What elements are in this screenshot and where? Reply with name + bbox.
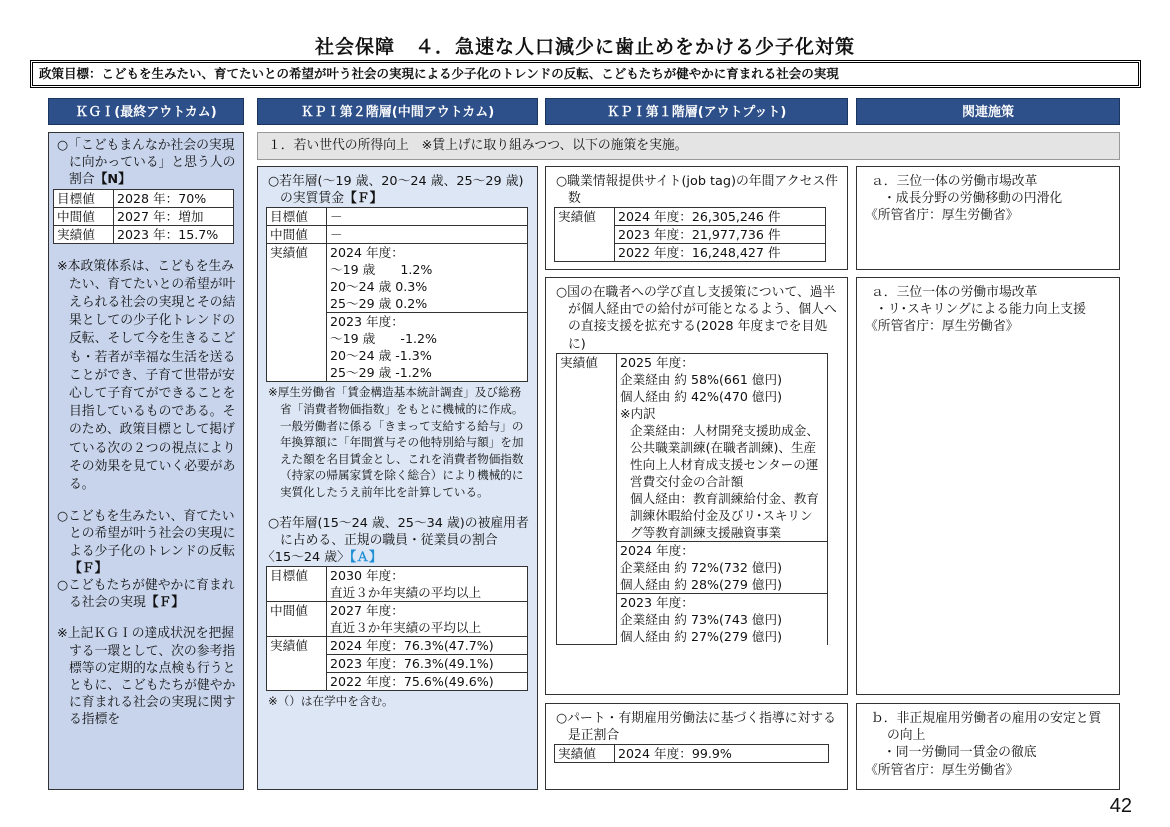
page-number: 42 xyxy=(1109,795,1132,817)
related-c-panel: ｂ．非正規雇用労働者の雇用の安定と質の向上 ・同一労働同一賃金の徹底 《所管省庁：厚生労働省》 xyxy=(856,703,1120,790)
kgi-table xyxy=(53,189,234,244)
table-row: 目標値 － xyxy=(267,208,528,226)
kpi2-b-sub: 〈15～24 歳〉【Ａ】 xyxy=(262,549,382,565)
header-kpi1: ＫＰＩ第１階層(アウトプット) xyxy=(545,98,848,125)
header-related: 関連施策 xyxy=(856,98,1120,125)
kgi-note2: ※上記ＫＧＩの達成状況を把握する一環として、次の参考指標等の定期的な点検も行うとともに、こどもたちが健やかに育まれる社会の実現に関する指標を xyxy=(57,626,236,728)
table-row: 目標値 2028 年：70% xyxy=(54,189,234,207)
policy-goal: 政策目標：こどもを生みたい、育てたいとの希望が叶う社会の実現による少子化のトレンドの反転、こどもたちが健やかに育まれる社会の実現 xyxy=(30,60,1141,88)
table-row: 中間値 2027 年度： 直近３か年実績の平均以上 xyxy=(267,602,528,637)
kgi-panel xyxy=(48,132,244,790)
kpi1-b-table xyxy=(556,353,828,646)
kpi2-a-table xyxy=(266,207,528,382)
table-row: 目標値 2030 年度： 直近３か年実績の平均以上 xyxy=(267,567,528,602)
kgi-title: ○「こどもまんなか社会の実現に向かっている」と思う人の割合【N】 xyxy=(57,138,236,188)
kpi2-a-note: ※厚生労働省「賃金構造基本統計調査」及び総務省「消費者物価指数」をもとに機械的に作成。一般労働者に係る「きまって支給する給与」の年換算額に「年間賞与その他特別給与額」を加えた額を名目賃金とし、これを消費者物価指数（持家の帰属家賃を除く総合）により機械的に実質化したうえ前年比を計算している。 xyxy=(268,385,524,499)
table-row: 2023 年度：76.3%(49.1%) xyxy=(267,655,528,673)
kpi1-a-title: ○職業情報提供サイト(job tag)の年間アクセス件数 xyxy=(556,174,838,207)
table-row: 中間値 2027 年：増加 xyxy=(54,207,234,225)
section-heading: １．若い世代の所得向上 ※賃上げに取り組みつつ、以下の施策を実施。 xyxy=(257,132,1120,160)
table-row: 2024 年度： 企業経由 約 72%(732 億円) 個人経由 約 28%(279 億円) xyxy=(557,541,828,593)
kpi1-b-detail1: 企業経由：人材開発支援助成金、公共職業訓練(在職者訓練)、生産性向上人材育成支援センターの運営費交付金の合計額 xyxy=(630,422,819,489)
table-row: 実績値 2024 年度：99.9% xyxy=(555,745,829,763)
table-row: 実績値 2025 年度： 企業経由 約 58%(661 億円) 個人経由 約 42%(470 億円) ※内訳 企業経由：人材開発支援助成金、公共職業訓練(在職者訓練)、生産性向上人材育成支援センターの運営費交付金の合計額 個人経由：教育訓練給付金、教育訓練休暇給付金及びリ･スキリング等教育訓練支援融資事業 xyxy=(557,353,828,541)
table-row: 実績値 2023 年：15.7% xyxy=(54,225,234,243)
kpi2-b-title: ○若年層(15～24 歳、25～34 歳)の被雇用者に占める、正規の職員・従業員の割合 xyxy=(268,515,529,548)
table-row: 2022 年度：16,248,427 件 xyxy=(555,244,826,262)
kpi2-b-table xyxy=(266,566,528,691)
table-row: 2022 年度：75.6%(49.6%) xyxy=(267,673,528,691)
kpi2-panel xyxy=(257,166,538,790)
kpi1-a-panel xyxy=(545,166,848,270)
related-b-panel: ａ．三位一体の労働市場改革 ・リ･スキリングによる能力向上支援 《所管省庁：厚生労働省》 xyxy=(856,277,1120,695)
kpi2-b-note: ※（）は在学中を含む。 xyxy=(268,694,394,709)
table-row: 中間値 － xyxy=(267,226,528,244)
kpi1-a-table xyxy=(554,207,826,262)
kpi1-b-panel xyxy=(545,277,848,695)
table-row: 2023 年度： 企業経由 約 73%(743 億円) 個人経由 約 27%(279 億円) xyxy=(557,593,828,645)
kpi1-c-panel xyxy=(545,703,848,790)
header-kgi: ＫＧＩ(最終アウトカム) xyxy=(48,98,244,125)
table-row: 実績値 2024 年度：26,305,246 件 xyxy=(555,208,826,226)
related-a-panel: ａ．三位一体の労働市場改革 ・成長分野の労働移動の円滑化 《所管省庁：厚生労働省》 xyxy=(856,166,1120,270)
table-row: 2023 年度：21,977,736 件 xyxy=(555,226,826,244)
table-row: 実績値 2024 年度： ～19 歳 1.2% 20～24 歳 0.3% 25～29 歳 0.2% xyxy=(267,244,528,313)
kpi1-b-detail2: 個人経由：教育訓練給付金、教育訓練休暇給付金及びリ･スキリング等教育訓練支援融資事業 xyxy=(630,490,819,540)
kgi-note: ※本政策体系は、こどもを生みたい、育てたいとの希望が叶えられる社会の実現とその結果としての少子化トレンドの反転、そして今を生きるこども・若者が幸福な生活を送ることができ、子育て世帯が安心して子育てができることを目指しているものである。そのため、政策目標として掲げている次の２つの視点によりその効果を見ていく必要がある。 xyxy=(57,258,236,493)
kpi2-a-title: ○若年層(～19 歳、20～24 歳、25～29 歳)の実質賃金【Ｆ】 xyxy=(268,174,524,207)
page-title: 社会保障 ４．急速な人口減少に歯止めをかける少子化対策 xyxy=(314,36,855,58)
kpi1-b-title: ○国の在職者への学び直し支援策について、過半が個人経由での給付が可能となるよう、個人への直接支援を拡充する(2028 年度までを目処に) xyxy=(556,285,837,352)
kgi-item3: ○こどもたちが健やかに育まれる社会の実現【Ｆ】 xyxy=(57,578,235,611)
kpi1-c-table xyxy=(554,744,829,763)
header-kpi2: ＫＰＩ第２階層(中間アウトカム) xyxy=(257,98,538,125)
kgi-item2: ○こどもを生みたい、育てたいとの希望が叶う社会の実現による少子化のトレンドの反転【Ｆ】 xyxy=(57,509,236,576)
table-row: 2023 年度： ～19 歳 -1.2% 20～24 歳 -1.3% 25～29 歳 -1.2% xyxy=(267,313,528,382)
kpi1-c-title: ○パート・有期雇用労働法に基づく指導に対する是正割合 xyxy=(556,711,836,744)
table-row: 実績値 2024 年度：76.3%(47.7%) xyxy=(267,637,528,655)
